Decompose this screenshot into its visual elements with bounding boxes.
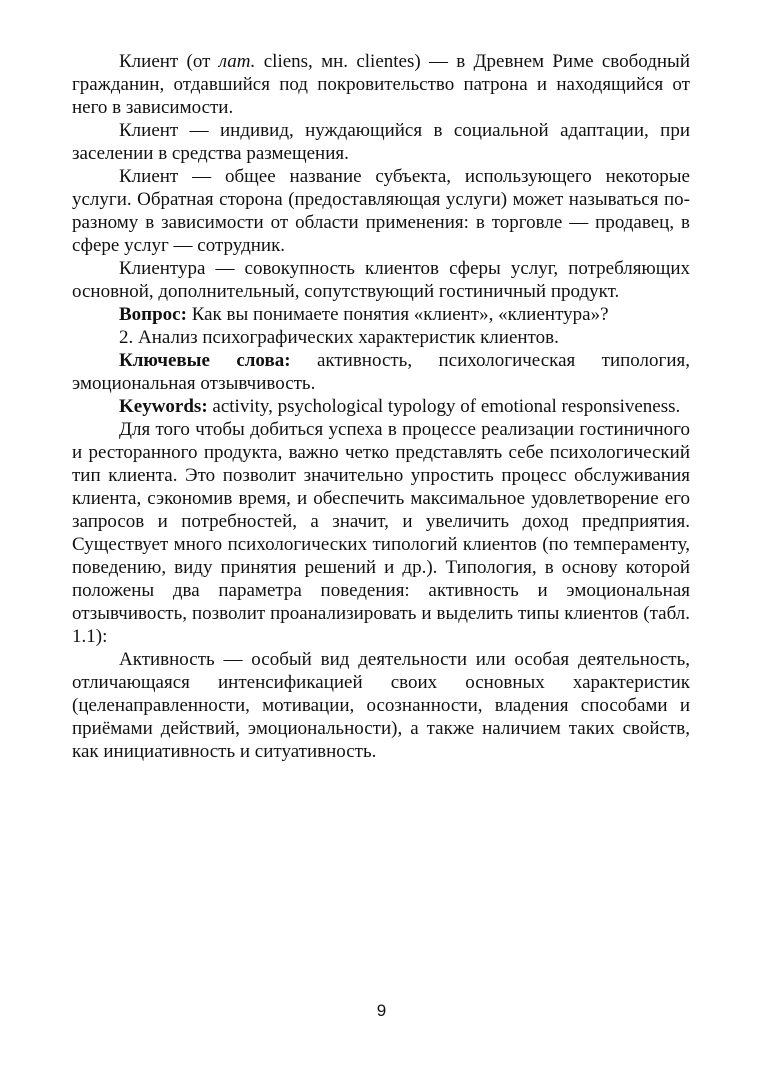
page-number: 9 — [376, 1001, 387, 1020]
question-line — [72, 303, 690, 326]
keywords-ru-label: Ключевые слова: — [119, 350, 291, 371]
keywords-en-label: Keywords: — [119, 396, 208, 417]
paragraph-activity: Активность — особый вид деятельности или особая деятельность, отличающаяся интенсификацией своих основных характеристик (целенаправленности, мотивации, осознанности, владения способами и приёмами действий, эмоциональности), а также наличием таких свойств, как инициативность и ситуативность. — [72, 649, 690, 762]
paragraph-client-individual: Клиент — индивид, нуждающийся в социальной адаптации, при заселении в средства размещения. — [72, 120, 690, 164]
keywords-en — [72, 395, 690, 418]
paragraph-clientele: Клиентура — совокупность клиентов сферы услуг, потребляющих основной, дополнительный, сопутствующий гостиничный продукт. — [72, 258, 690, 302]
italic-abbreviation: лат. — [218, 51, 256, 72]
question-text: Как вы понимаете понятия «клиент», «клиентура»? — [186, 304, 609, 325]
question-label: Вопрос: — [119, 304, 187, 325]
page-body — [72, 50, 690, 763]
keywords-ru-text: активность, психологическая типология, эмоциональная отзывчивость. — [72, 350, 690, 394]
keywords-ru — [72, 349, 690, 395]
keywords-en-text: activity, psychological typology of emotional responsiveness. — [207, 396, 681, 417]
paragraph-psychological-type: Для того чтобы добиться успеха в процессе реализации гостиничного и ресторанного продукта, важно четко представлять себе психологический тип клиента. Это позволит значительно упростить процесс обслуживания клиента, сэкономив время, и обеспечить максимальное удовлетворение его запросов и потребностей, а значит, и увеличить доход предприятия. Существует много психологических типологий клиентов (по темпераменту, поведению, виду принятия решений и др.). Типология, в основу которой положены два параметра поведения: активность и эмоциональная отзывчивость, позволит проанализировать и выделить типы клиентов (табл. 1.1): — [72, 419, 690, 647]
text-run: cliens, мн. clientes) — в Древнем Риме свободный гражданин, отдавшийся под покровительство патрона и находящийся от него в зависимости. — [72, 51, 690, 118]
text-run: Клиент (от — [119, 51, 219, 72]
paragraph-client-general: Клиент — общее название субъекта, использующего некоторые услуги. Обратная сторона (предоставляющая услуги) может называться по-разному в зависимости от области применения: в торговле — продавец, в сфере услуг — сотрудник. — [72, 166, 690, 256]
paragraph-client-etymology — [72, 50, 690, 119]
section-heading: 2. Анализ психографических характеристик клиентов. — [119, 327, 559, 348]
